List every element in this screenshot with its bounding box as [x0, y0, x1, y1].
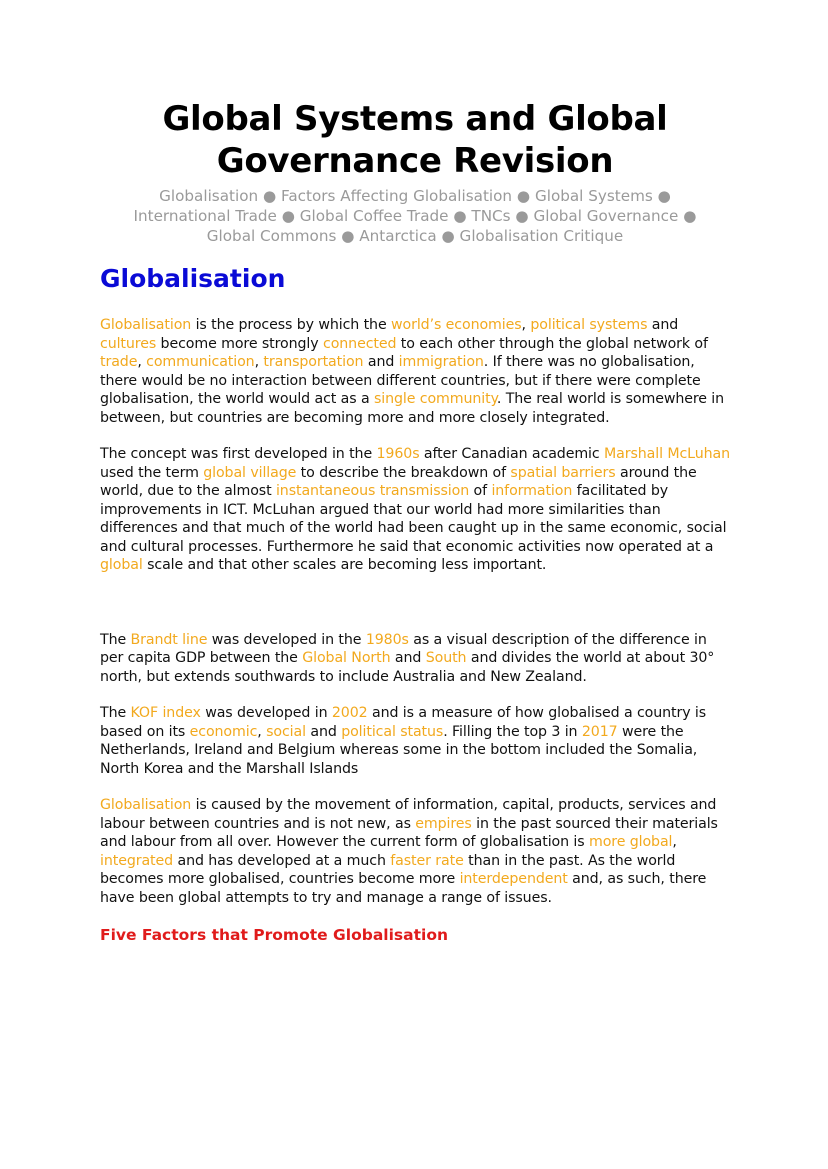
highlighted-term: world’s economies — [391, 317, 522, 333]
body-text: and — [363, 354, 399, 370]
topic-list-line-2: International Trade ● Global Coffee Trade ● TNCs ● Global Governance ● — [133, 207, 697, 225]
body-text: used the term — [100, 464, 204, 481]
paragraph-causes — [100, 796, 730, 907]
body-text: . Filling the top 3 in — [443, 723, 582, 740]
body-text: and — [390, 650, 426, 666]
highlighted-term: 1980s — [365, 631, 409, 648]
highlighted-term: single community — [373, 391, 497, 407]
body-text: around the world, due to the almost — [100, 464, 697, 499]
highlighted-term: faster rate — [390, 852, 464, 869]
body-text: The — [100, 705, 131, 721]
highlighted-term: Globalisation — [100, 797, 192, 813]
body-text: and divides the world at about 30° north, but extends southwards to include Australia and New Zealand. — [100, 650, 715, 685]
body-text: and is a measure of how globalised a country is based on its — [100, 705, 707, 740]
body-text: to describe the breakdown of — [296, 464, 511, 481]
highlighted-term: Globalisation — [100, 317, 192, 333]
highlighted-term: economic — [189, 723, 258, 740]
body-text: is caused by the movement of information, capital, products, services and labour between countries and is not new, as — [100, 797, 717, 832]
body-text: . The real world is somewhere in between, but countries are becoming more and more closely integrated. — [100, 391, 725, 426]
highlighted-term: global — [100, 557, 143, 573]
body-text: was developed in — [200, 705, 332, 721]
body-text: and, as such, there have been global attempts to try and manage a range of issues. — [100, 871, 707, 906]
highlighted-term: interdependent — [459, 871, 568, 887]
body-text: become more strongly — [156, 335, 323, 352]
body-text: to each other through the global network of — [396, 335, 708, 352]
highlighted-term: instantaneous transmission — [275, 483, 470, 499]
body-text: The concept was first developed in the — [100, 446, 377, 462]
highlighted-term: spatial barriers — [510, 464, 616, 481]
highlighted-term: KOF index — [130, 705, 201, 721]
highlighted-term: Brandt line — [130, 631, 208, 648]
body-text: and has developed at a much — [173, 852, 391, 869]
body-text: after Canadian academic — [419, 446, 604, 462]
paragraph-brandt-line — [100, 631, 730, 687]
body-text: were the Netherlands, Ireland and Belgium whereas some in the bottom included the Somalia, North Korea and the Marshall Islands — [100, 723, 698, 777]
title-line-2: Governance Revision — [216, 141, 614, 181]
highlighted-term: Marshall McLuhan — [604, 446, 731, 462]
topic-list-line-1: Globalisation ● Factors Affecting Globalisation ● Global Systems ● — [159, 187, 671, 205]
body-text: . If there was no globalisation, there would be no interaction between different countries, but if there were complete globalisation, the world would act as a — [100, 354, 701, 407]
body-text: and — [305, 723, 342, 740]
highlighted-term: social — [266, 723, 306, 740]
highlighted-term: immigration — [398, 354, 484, 370]
body-text: was developed in the — [207, 631, 366, 648]
highlighted-term: connected — [323, 335, 397, 352]
highlighted-term: 1960s — [376, 446, 420, 462]
highlighted-term: cultures — [100, 335, 157, 352]
highlighted-term: empires — [415, 815, 472, 832]
body-text: than in the past. As the world becomes more globalised, countries become more — [100, 852, 676, 887]
body-text: scale and that other scales are becoming less important. — [142, 557, 547, 573]
document-page — [100, 98, 730, 945]
title-line-1: Global Systems and Global — [162, 99, 668, 139]
topic-list — [80, 186, 750, 246]
highlighted-term: trade — [100, 354, 138, 370]
highlighted-term: 2002 — [331, 705, 368, 721]
highlighted-term: more global — [588, 834, 673, 850]
body-text: of — [469, 483, 492, 499]
highlighted-term: integrated — [100, 852, 174, 869]
paragraph-definition — [100, 316, 730, 427]
highlighted-term: South — [425, 650, 467, 666]
body-text: facilitated by improvements in ICT. McLuhan argued that our world had more similarities than differences and that much of the world had been caught up in the same economic, social and cultural processes. Furthermore he said that economic activities now operated at a — [100, 483, 727, 555]
subsection-heading-five-factors: Five Factors that Promote Globalisation — [100, 926, 449, 944]
topic-list-line-3: Global Commons ● Antarctica ● Globalisation Critique — [206, 227, 624, 245]
highlighted-term: global village — [203, 464, 297, 481]
highlighted-term: communication — [146, 354, 255, 370]
body-text: is the process by which the — [191, 317, 391, 333]
body-text: , — [257, 723, 267, 740]
body-text: as a visual description of the difference in per capita GDP between the — [100, 631, 707, 666]
section-heading-globalisation: Globalisation — [100, 264, 286, 293]
body-text: , — [254, 354, 264, 370]
highlighted-term: Global North — [302, 650, 391, 666]
paragraph-kof-index — [100, 704, 730, 778]
highlighted-term: transportation — [263, 354, 364, 370]
paragraph-mcluhan — [100, 445, 730, 575]
page-title — [100, 98, 730, 182]
body-text: , — [672, 834, 677, 850]
body-text: in the past sourced their materials and labour from all over. However the current form of globalisation is — [100, 815, 718, 850]
body-text: , — [137, 354, 147, 370]
highlighted-term: 2017 — [581, 723, 618, 740]
highlighted-term: information — [491, 483, 573, 499]
body-text: The — [100, 631, 131, 648]
highlighted-term: political systems — [530, 317, 648, 333]
highlighted-term: political status — [341, 723, 444, 740]
body-text: , — [521, 317, 531, 333]
body-text: and — [647, 317, 679, 333]
